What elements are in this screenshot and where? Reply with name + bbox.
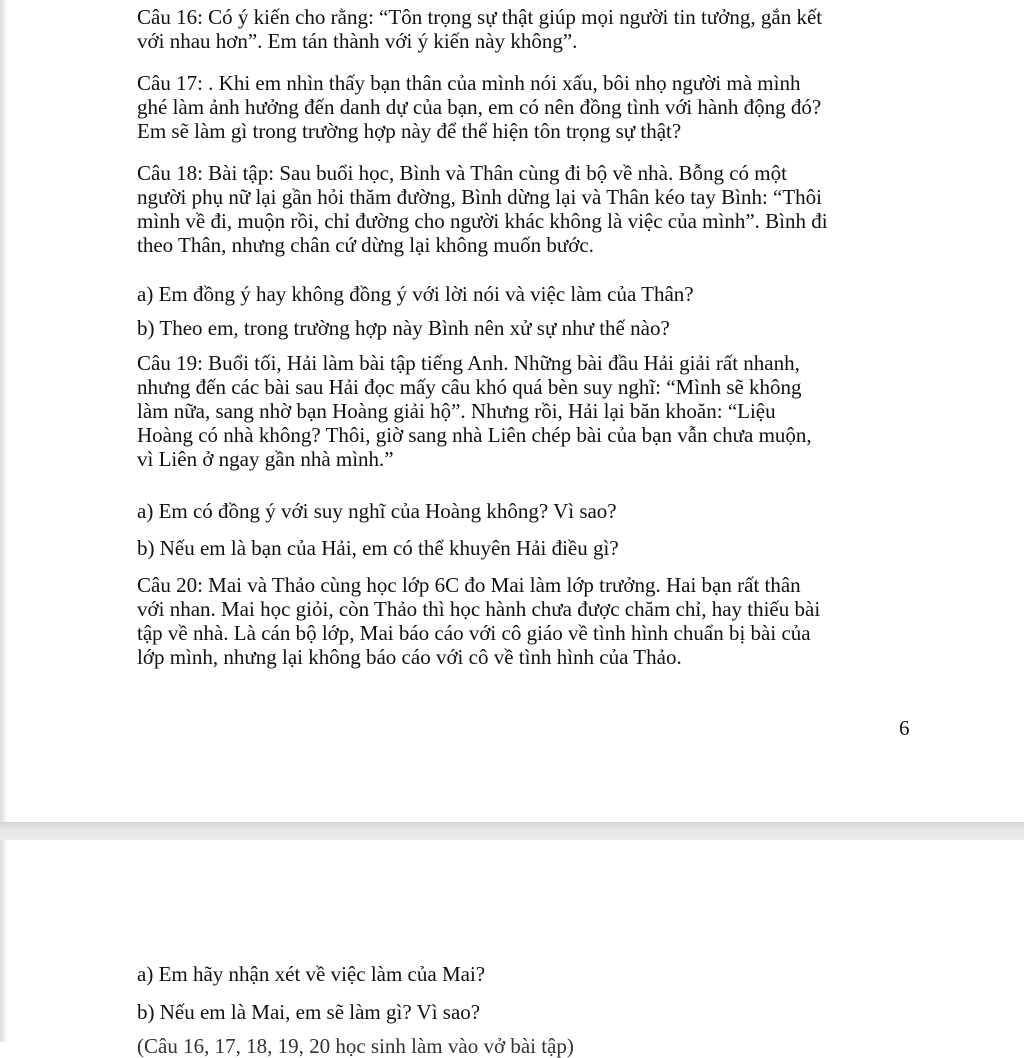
question-17 (137, 71, 937, 143)
q18-line: người phụ nữ lại gần hỏi thăm đường, Bình dừng lại và Thân kéo tay Bình: “Thôi (137, 185, 823, 209)
page-edge-shadow (0, 0, 8, 822)
question-19-part-b (137, 536, 937, 560)
q19-a: a) Em có đồng ý với suy nghĩ của Hoàng không? Vì sao? (137, 499, 617, 523)
q16-line: với nhau hơn”. Em tán thành với ý kiến này không”. (137, 29, 578, 53)
q19-line: vì Liên ở ngay gần nhà mình.” (137, 447, 394, 471)
question-18-part-a (137, 282, 937, 306)
question-20-part-a (137, 962, 937, 986)
q20-b: b) Nếu em là Mai, em sẽ làm gì? Vì sao? (137, 1000, 481, 1024)
q19-line: nhưng đến các bài sau Hải đọc mấy câu khó quá bèn suy nghĩ: “Mình sẽ không (137, 375, 802, 399)
q19-line: Câu 19: Buổi tối, Hải làm bài tập tiếng Anh. Những bài đầu Hải giải rất nhanh, (137, 351, 800, 375)
q20-line: tập về nhà. Là cán bộ lớp, Mai báo cáo với cô giáo về tình hình chuẩn bị bài của (137, 621, 811, 645)
question-19-part-a (137, 499, 937, 523)
q19-b: b) Nếu em là bạn của Hải, em có thể khuyên Hải điều gì? (137, 536, 619, 560)
question-20 (137, 573, 937, 669)
q20-line: với nhan. Mai học giỏi, còn Thảo thì học hành chưa được chăm chỉ, hay thiếu bài (137, 597, 821, 621)
question-20-part-b (137, 1000, 937, 1024)
q17-line: Em sẽ làm gì trong trường hợp này để thể hiện tôn trọng sự thật? (137, 119, 682, 143)
q20-line: lớp mình, nhưng lại không báo cáo với cô về tình hình của Thảo. (137, 645, 682, 669)
q18-line: theo Thân, nhưng chân cứ dừng lại không muốn bước. (137, 233, 594, 257)
q16-line: Câu 16: Có ý kiến cho rằng: “Tôn trọng sự thật giúp mọi người tin tưởng, gắn kết (137, 5, 823, 29)
q18-b: b) Theo em, trong trường hợp này Bình nên xử sự như thế nào? (137, 316, 670, 340)
question-18-part-b (137, 316, 937, 340)
q18-a: a) Em đồng ý hay không đồng ý với lời nói và việc làm của Thân? (137, 282, 694, 306)
q17-line: ghé làm ảnh hưởng đến danh dự của bạn, em có nên đồng tình với hành động đó? (137, 95, 822, 119)
clipped-bottom-line: (Câu 16, 17, 18, 19, 20 học sinh làm vào vở bài tập) (137, 1034, 574, 1058)
page-edge-shadow (0, 840, 8, 1042)
q18-line: mình về đi, muộn rồi, chỉ đường cho người khác không là việc của mình”. Bình đi (137, 209, 828, 233)
question-19 (137, 351, 937, 471)
q20-line: Câu 20: Mai và Thảo cùng học lớp 6C đo Mai làm lớp trưởng. Hai bạn rất thân (137, 573, 801, 597)
page-number: 6 (899, 716, 910, 740)
q20-a: a) Em hãy nhận xét về việc làm của Mai? (137, 962, 486, 986)
q19-line: Hoàng có nhà không? Thôi, giờ sang nhà Liên chép bài của bạn vẫn chưa muộn, (137, 423, 812, 447)
q17-line: Câu 17: . Khi em nhìn thấy bạn thân của mình nói xấu, bôi nhọ người mà mình (137, 71, 801, 95)
q19-line: làm nữa, sang nhờ bạn Hoàng giải hộ”. Nhưng rồi, Hải lại băn khoăn: “Liệu (137, 399, 776, 423)
question-16 (137, 5, 937, 53)
question-18 (137, 161, 937, 257)
page-separator (0, 822, 1024, 840)
q18-line: Câu 18: Bài tập: Sau buổi học, Bình và Thân cùng đi bộ về nhà. Bỗng có một (137, 161, 787, 185)
